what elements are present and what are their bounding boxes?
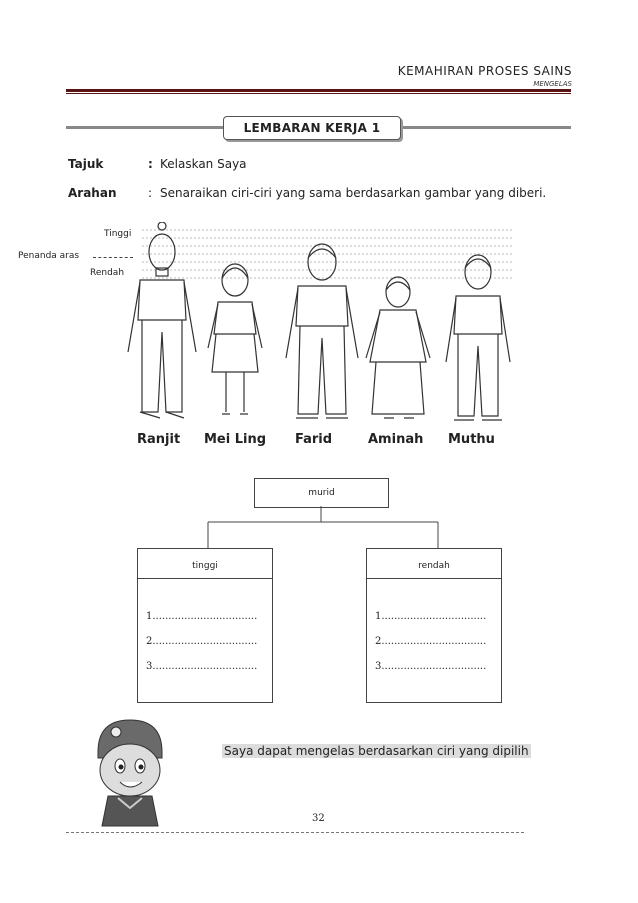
scale-tinggi: Tinggi bbox=[104, 229, 132, 239]
sheet-title: LEMBARAN KERJA 1 bbox=[223, 116, 401, 140]
footer-rule bbox=[66, 832, 524, 833]
rendah-line-3[interactable]: 3................................. bbox=[375, 661, 487, 672]
page-number: 32 bbox=[312, 813, 325, 824]
scale-penanda: Penanda aras bbox=[18, 251, 80, 261]
tajuk-value: Kelaskan Saya bbox=[160, 157, 247, 171]
diagram-box-rendah bbox=[366, 548, 502, 703]
arahan-label: Arahan bbox=[68, 186, 117, 200]
tinggi-line-3[interactable]: 3................................. bbox=[146, 661, 258, 672]
cartoon-boy-icon bbox=[78, 712, 178, 827]
diagram-box-tinggi bbox=[137, 548, 273, 703]
header-subtitle: MENGELAS bbox=[533, 80, 572, 88]
box-tinggi-title: tinggi bbox=[192, 561, 218, 571]
student-name-aminah: Aminah bbox=[368, 432, 424, 447]
student-name-muthu: Muthu bbox=[448, 432, 495, 447]
tajuk-label: Tajuk bbox=[68, 157, 104, 171]
rendah-line-1[interactable]: 1................................. bbox=[375, 611, 487, 622]
scale-rendah: Rendah bbox=[90, 268, 125, 278]
rendah-line-2[interactable]: 2................................. bbox=[375, 636, 487, 647]
cartoon-character bbox=[78, 712, 178, 827]
box-rendah-divider bbox=[367, 578, 501, 579]
header-title: KEMAHIRAN PROSES SAINS bbox=[397, 64, 572, 78]
tinggi-line-2[interactable]: 2................................. bbox=[146, 636, 258, 647]
arahan-colon: : bbox=[148, 186, 153, 200]
caption: Saya dapat mengelas berdasarkan ciri yang dipilih bbox=[224, 744, 529, 758]
student-name-ranjit: Ranjit bbox=[137, 432, 181, 447]
student-name-mei-ling: Mei Ling bbox=[204, 432, 267, 447]
box-rendah-title: rendah bbox=[418, 561, 450, 571]
tajuk-colon: : bbox=[148, 157, 153, 171]
student-name-farid: Farid bbox=[295, 432, 333, 447]
arahan-value: Senaraikan ciri-ciri yang sama berdasarkan gambar yang diberi. bbox=[160, 186, 547, 200]
box-tinggi-divider bbox=[138, 578, 272, 579]
diagram-root-label: murid bbox=[308, 488, 335, 498]
tinggi-line-1[interactable]: 1................................. bbox=[146, 611, 258, 622]
